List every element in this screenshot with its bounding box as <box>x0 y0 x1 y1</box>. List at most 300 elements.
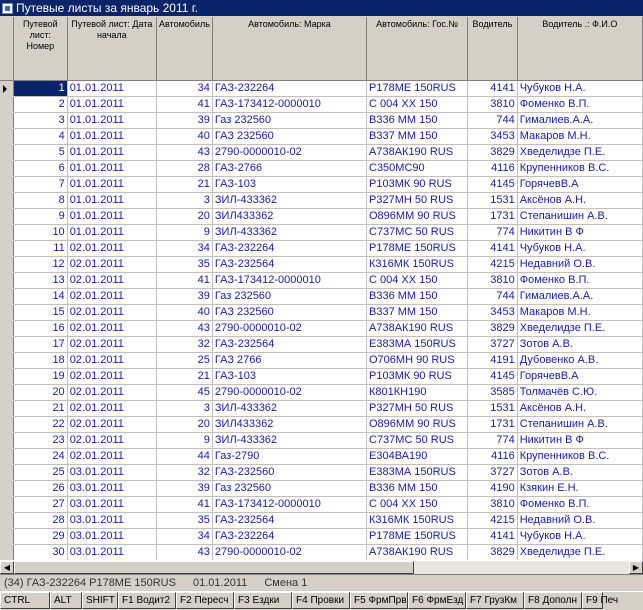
cell-number[interactable]: 26 <box>13 481 67 497</box>
cell-driver[interactable]: 774 <box>468 433 518 449</box>
cell-driver-name[interactable]: Гималиев.А.А. <box>517 289 642 305</box>
cell-plate[interactable]: К801КН190 <box>367 385 468 401</box>
cell-plate[interactable]: Р103МК 90 RUS <box>367 177 468 193</box>
cell-number[interactable]: 17 <box>13 337 67 353</box>
cell-plate[interactable]: Р178МЕ 150RUS <box>367 81 468 97</box>
cell-plate[interactable]: В336 ММ 150 <box>367 481 468 497</box>
row-indicator[interactable] <box>0 273 13 289</box>
cell-driver[interactable]: 3810 <box>468 497 518 513</box>
cell-model[interactable]: ЗИЛ-433362 <box>212 401 366 417</box>
cell-driver[interactable]: 4215 <box>468 257 518 273</box>
cell-driver[interactable]: 4141 <box>468 241 518 257</box>
header-indicator <box>0 17 13 81</box>
cell-date[interactable]: 01.01.2011 <box>67 145 156 161</box>
cell-driver-name[interactable]: ГорячевВ.А <box>517 369 642 385</box>
row-indicator[interactable] <box>0 385 13 401</box>
cell-driver-name[interactable]: Недавний О.В. <box>517 513 642 529</box>
cell-date[interactable]: 01.01.2011 <box>67 97 156 113</box>
cell-date[interactable]: 02.01.2011 <box>67 417 156 433</box>
cell-number[interactable]: 3 <box>13 113 67 129</box>
row-indicator[interactable] <box>0 369 13 385</box>
cell-driver-name[interactable]: Недавний О.В. <box>517 257 642 273</box>
cell-vehicle[interactable]: 39 <box>156 481 212 497</box>
table-row[interactable] <box>0 481 643 497</box>
cell-model[interactable]: ГАЗ-232564 <box>212 257 366 273</box>
cell-date[interactable]: 03.01.2011 <box>67 497 156 513</box>
cell-vehicle[interactable]: 9 <box>156 225 212 241</box>
app-icon <box>2 3 13 14</box>
cell-vehicle[interactable]: 41 <box>156 497 212 513</box>
cell-vehicle[interactable]: 32 <box>156 337 212 353</box>
cell-plate[interactable]: Р327МН 50 RUS <box>367 193 468 209</box>
cell-date[interactable]: 01.01.2011 <box>67 177 156 193</box>
cell-driver[interactable]: 3810 <box>468 273 518 289</box>
window-titlebar[interactable] <box>0 0 643 16</box>
row-indicator[interactable] <box>0 289 13 305</box>
cell-number[interactable]: 9 <box>13 209 67 225</box>
waybill-grid[interactable] <box>0 17 643 573</box>
cell-driver-name[interactable]: Фоменко В.П. <box>517 273 642 289</box>
cell-driver-name[interactable]: Хведелидзе П.Е. <box>517 545 642 561</box>
cell-driver[interactable]: 3727 <box>468 465 518 481</box>
cell-vehicle[interactable]: 35 <box>156 257 212 273</box>
table-row[interactable] <box>0 369 643 385</box>
cell-model[interactable]: ГАЗ-103 <box>212 369 366 385</box>
cell-number[interactable]: 5 <box>13 145 67 161</box>
table-row[interactable] <box>0 417 643 433</box>
cell-vehicle[interactable]: 21 <box>156 177 212 193</box>
cell-date[interactable]: 01.01.2011 <box>67 161 156 177</box>
table-row[interactable] <box>0 385 643 401</box>
fkey-f9[interactable]: F9 Печ <box>582 592 603 609</box>
cell-driver[interactable]: 1731 <box>468 417 518 433</box>
cell-plate[interactable]: Р103МК 90 RUS <box>367 369 468 385</box>
column-header-vehicle[interactable]: Автомобиль <box>156 17 212 81</box>
cell-driver-name[interactable]: Макаров М.Н. <box>517 305 642 321</box>
row-indicator[interactable] <box>0 353 13 369</box>
fkey-alt[interactable]: ALT <box>50 592 82 609</box>
cell-driver-name[interactable]: Зотов А.В. <box>517 337 642 353</box>
cell-model[interactable]: ГАЗ 232560 <box>212 129 366 145</box>
cell-model[interactable]: Газ-2790 <box>212 449 366 465</box>
cell-plate[interactable]: В336 ММ 150 <box>367 113 468 129</box>
column-header-driver-name[interactable]: Водитель .: Ф.И.О <box>517 17 642 81</box>
cell-vehicle[interactable]: 25 <box>156 353 212 369</box>
row-indicator[interactable] <box>0 417 13 433</box>
cell-number[interactable]: 10 <box>13 225 67 241</box>
cell-model[interactable]: ГАЗ-232264 <box>212 529 366 545</box>
row-indicator[interactable] <box>0 161 13 177</box>
row-indicator[interactable] <box>0 433 13 449</box>
table-row[interactable] <box>0 449 643 465</box>
table-row[interactable] <box>0 337 643 353</box>
row-indicator[interactable] <box>0 241 13 257</box>
cell-driver-name[interactable]: Степанишин А.В. <box>517 209 642 225</box>
cell-vehicle[interactable]: 34 <box>156 529 212 545</box>
row-indicator[interactable] <box>0 225 13 241</box>
row-indicator[interactable] <box>0 449 13 465</box>
cell-vehicle[interactable]: 34 <box>156 241 212 257</box>
cell-model[interactable]: 2790-0000010-02 <box>212 545 366 561</box>
cell-driver[interactable]: 3727 <box>468 337 518 353</box>
cell-number[interactable]: 6 <box>13 161 67 177</box>
table-row[interactable] <box>0 497 643 513</box>
cell-model[interactable]: ЗИЛ-433362 <box>212 225 366 241</box>
cell-driver-name[interactable]: Зотов А.В. <box>517 465 642 481</box>
cell-driver-name[interactable]: Кзякин Е.Н. <box>517 481 642 497</box>
table-row[interactable] <box>0 305 643 321</box>
cell-model[interactable]: ЗИЛ433362 <box>212 209 366 225</box>
row-indicator[interactable] <box>0 97 13 113</box>
cell-driver[interactable]: 4215 <box>468 513 518 529</box>
cell-date[interactable]: 01.01.2011 <box>67 129 156 145</box>
cell-model[interactable]: ГАЗ-232564 <box>212 513 366 529</box>
cell-driver-name[interactable]: Хведелидзе П.Е. <box>517 321 642 337</box>
cell-driver[interactable]: 3829 <box>468 321 518 337</box>
cell-driver[interactable]: 4191 <box>468 353 518 369</box>
cell-vehicle[interactable]: 20 <box>156 209 212 225</box>
cell-model[interactable]: 2790-0000010-02 <box>212 145 366 161</box>
cell-date[interactable]: 03.01.2011 <box>67 465 156 481</box>
cell-number[interactable]: 21 <box>13 401 67 417</box>
table-row[interactable] <box>0 401 643 417</box>
current-row-arrow-icon <box>3 85 7 93</box>
cell-plate[interactable]: Е383МА 150RUS <box>367 337 468 353</box>
cell-model[interactable]: ГАЗ-232264 <box>212 81 366 97</box>
cell-number[interactable]: 14 <box>13 289 67 305</box>
cell-plate[interactable]: Р178МЕ 150RUS <box>367 241 468 257</box>
table-row[interactable] <box>0 177 643 193</box>
cell-driver[interactable]: 4141 <box>468 529 518 545</box>
status-shift: Смена 1 <box>264 577 308 589</box>
cell-plate[interactable]: А738АК190 RUS <box>367 321 468 337</box>
cell-model[interactable]: Газ 232560 <box>212 113 366 129</box>
cell-number[interactable]: 4 <box>13 129 67 145</box>
cell-vehicle[interactable]: 21 <box>156 369 212 385</box>
cell-plate[interactable]: О896ММ 90 RUS <box>367 417 468 433</box>
cell-driver-name[interactable]: Фоменко В.П. <box>517 497 642 513</box>
cell-driver[interactable]: 4145 <box>468 369 518 385</box>
table-row[interactable] <box>0 145 643 161</box>
row-indicator[interactable] <box>0 177 13 193</box>
row-indicator[interactable] <box>0 129 13 145</box>
row-indicator[interactable] <box>0 145 13 161</box>
cell-vehicle[interactable]: 32 <box>156 465 212 481</box>
cell-model[interactable]: ГАЗ-103 <box>212 177 366 193</box>
cell-number[interactable]: 1 <box>13 81 67 97</box>
cell-date[interactable]: 02.01.2011 <box>67 321 156 337</box>
table-row[interactable] <box>0 353 643 369</box>
table-row[interactable] <box>0 289 643 305</box>
row-indicator[interactable] <box>0 113 13 129</box>
cell-plate[interactable]: Р178МЕ 150RUS <box>367 529 468 545</box>
column-header-number[interactable]: Путевой лист: Номер <box>13 17 67 81</box>
cell-number[interactable]: 12 <box>13 257 67 273</box>
table-row[interactable] <box>0 161 643 177</box>
cell-driver[interactable]: 4190 <box>468 481 518 497</box>
cell-date[interactable]: 03.01.2011 <box>67 513 156 529</box>
cell-plate[interactable]: В336 ММ 150 <box>367 289 468 305</box>
cell-plate[interactable]: Е383МА 150RUS <box>367 465 468 481</box>
cell-number[interactable]: 22 <box>13 417 67 433</box>
cell-driver-name[interactable]: ГорячевВ.А <box>517 177 642 193</box>
cell-plate[interactable]: С737МС 50 RUS <box>367 433 468 449</box>
cell-driver-name[interactable]: Чубуков Н.А. <box>517 81 642 97</box>
cell-vehicle[interactable]: 43 <box>156 545 212 561</box>
cell-driver-name[interactable]: Никитин В Ф <box>517 433 642 449</box>
cell-driver[interactable]: 774 <box>468 225 518 241</box>
cell-number[interactable]: 28 <box>13 513 67 529</box>
cell-date[interactable]: 03.01.2011 <box>67 481 156 497</box>
row-indicator[interactable] <box>0 81 13 97</box>
row-indicator[interactable] <box>0 497 13 513</box>
cell-driver-name[interactable]: Никитин В Ф <box>517 225 642 241</box>
column-header-plate[interactable]: Автомобиль: Гос.№ <box>367 17 468 81</box>
cell-driver[interactable]: 4116 <box>468 449 518 465</box>
horizontal-scrollbar[interactable] <box>0 560 643 575</box>
cell-plate[interactable]: К316МК 150RUS <box>367 257 468 273</box>
cell-model[interactable]: 2790-0000010-02 <box>212 385 366 401</box>
cell-model[interactable]: ГАЗ-232560 <box>212 465 366 481</box>
cell-date[interactable]: 02.01.2011 <box>67 353 156 369</box>
cell-date[interactable]: 02.01.2011 <box>67 241 156 257</box>
table-row[interactable] <box>0 209 643 225</box>
cell-number[interactable]: 2 <box>13 97 67 113</box>
cell-number[interactable]: 24 <box>13 449 67 465</box>
row-indicator[interactable] <box>0 305 13 321</box>
cell-plate[interactable]: К316МК 150RUS <box>367 513 468 529</box>
cell-driver-name[interactable]: Хведелидзе П.Е. <box>517 145 642 161</box>
cell-plate[interactable]: А738АК190 RUS <box>367 145 468 161</box>
cell-vehicle[interactable]: 40 <box>156 305 212 321</box>
cell-vehicle[interactable]: 43 <box>156 145 212 161</box>
row-indicator[interactable] <box>0 465 13 481</box>
row-indicator[interactable] <box>0 529 13 545</box>
cell-driver[interactable]: 3810 <box>468 97 518 113</box>
cell-driver[interactable]: 4116 <box>468 161 518 177</box>
cell-date[interactable]: 01.01.2011 <box>67 81 156 97</box>
table-row[interactable] <box>0 513 643 529</box>
cell-model[interactable]: ЗИЛ-433362 <box>212 193 366 209</box>
table-row[interactable] <box>0 465 643 481</box>
cell-plate[interactable]: Е304ВА190 <box>367 449 468 465</box>
cell-number[interactable]: 7 <box>13 177 67 193</box>
cell-model[interactable]: Газ 232560 <box>212 481 366 497</box>
table-row[interactable] <box>0 81 643 97</box>
cell-model[interactable]: ГАЗ 232560 <box>212 305 366 321</box>
row-indicator[interactable] <box>0 193 13 209</box>
cell-plate[interactable]: Р327МН 50 RUS <box>367 401 468 417</box>
cell-model[interactable]: ГАЗ-232264 <box>212 241 366 257</box>
cell-model[interactable]: ЗИЛ433362 <box>212 417 366 433</box>
cell-driver-name[interactable]: Степанишин А.В. <box>517 417 642 433</box>
table-row[interactable] <box>0 225 643 241</box>
cell-plate[interactable]: С350МС90 <box>367 161 468 177</box>
row-indicator[interactable] <box>0 337 13 353</box>
cell-date[interactable]: 02.01.2011 <box>67 433 156 449</box>
cell-driver-name[interactable]: Крупенников В.С. <box>517 449 642 465</box>
cell-number[interactable]: 23 <box>13 433 67 449</box>
cell-number[interactable]: 19 <box>13 369 67 385</box>
cell-date[interactable]: 02.01.2011 <box>67 257 156 273</box>
row-indicator[interactable] <box>0 257 13 273</box>
table-row[interactable] <box>0 97 643 113</box>
cell-plate[interactable]: С 004 ХХ 150 <box>367 273 468 289</box>
cell-vehicle[interactable]: 39 <box>156 113 212 129</box>
cell-model[interactable]: 2790-0000010-02 <box>212 321 366 337</box>
table-row[interactable] <box>0 529 643 545</box>
cell-vehicle[interactable]: 9 <box>156 433 212 449</box>
cell-vehicle[interactable]: 34 <box>156 81 212 97</box>
cell-model[interactable]: ГАЗ 2766 <box>212 353 366 369</box>
cell-plate[interactable]: А738АК190 RUS <box>367 545 468 561</box>
cell-driver-name[interactable]: Крупенников В.С. <box>517 161 642 177</box>
cell-vehicle[interactable]: 20 <box>156 417 212 433</box>
cell-model[interactable]: ГАЗ-173412-0000010 <box>212 97 366 113</box>
cell-plate[interactable]: В337 ММ 150 <box>367 305 468 321</box>
cell-driver[interactable]: 1731 <box>468 209 518 225</box>
cell-plate[interactable]: С 004 ХХ 150 <box>367 497 468 513</box>
fkey-shift[interactable]: SHIFT <box>82 592 118 609</box>
cell-date[interactable]: 02.01.2011 <box>67 289 156 305</box>
cell-vehicle[interactable]: 41 <box>156 273 212 289</box>
cell-vehicle[interactable]: 28 <box>156 161 212 177</box>
table-row[interactable] <box>0 273 643 289</box>
cell-vehicle[interactable]: 3 <box>156 401 212 417</box>
cell-driver[interactable]: 744 <box>468 289 518 305</box>
cell-plate[interactable]: О706МН 90 RUS <box>367 353 468 369</box>
fkey-f8[interactable]: F8 Дополн <box>524 592 582 609</box>
cell-driver[interactable]: 1531 <box>468 193 518 209</box>
fkey-f6[interactable]: F6 ФрмЕзд <box>408 592 466 609</box>
scroll-thumb[interactable] <box>14 561 414 574</box>
cell-date[interactable]: 01.01.2011 <box>67 209 156 225</box>
row-indicator[interactable] <box>0 401 13 417</box>
cell-number[interactable]: 29 <box>13 529 67 545</box>
cell-driver-name[interactable]: Чубуков Н.А. <box>517 241 642 257</box>
cell-plate[interactable]: С737МС 50 RUS <box>367 225 468 241</box>
table-row[interactable] <box>0 129 643 145</box>
cell-number[interactable]: 11 <box>13 241 67 257</box>
row-indicator[interactable] <box>0 481 13 497</box>
cell-date[interactable]: 03.01.2011 <box>67 529 156 545</box>
cell-driver-name[interactable]: Гималиев.А.А. <box>517 113 642 129</box>
cell-vehicle[interactable]: 44 <box>156 449 212 465</box>
cell-vehicle[interactable]: 45 <box>156 385 212 401</box>
column-header-date[interactable]: Путевой лист: Дата начала <box>67 17 156 81</box>
scroll-right-icon[interactable]: ▶ <box>629 561 643 574</box>
cell-driver-name[interactable]: Аксёнов А.Н. <box>517 401 642 417</box>
cell-number[interactable]: 20 <box>13 385 67 401</box>
fkey-f7[interactable]: F7 ГрузКм <box>466 592 524 609</box>
cell-driver[interactable]: 3453 <box>468 305 518 321</box>
fkey-f4[interactable]: F4 Провки <box>292 592 350 609</box>
table-row[interactable] <box>0 545 643 561</box>
cell-number[interactable]: 30 <box>13 545 67 561</box>
cell-vehicle[interactable]: 41 <box>156 97 212 113</box>
cell-driver-name[interactable]: Аксёнов А.Н. <box>517 193 642 209</box>
cell-driver[interactable]: 744 <box>468 113 518 129</box>
cell-number[interactable]: 27 <box>13 497 67 513</box>
scroll-left-icon[interactable]: ◀ <box>0 561 14 574</box>
cell-driver-name[interactable]: Чубуков Н.А. <box>517 529 642 545</box>
fkey-ctrl[interactable]: CTRL <box>0 592 50 609</box>
cell-model[interactable]: ГАЗ-173412-0000010 <box>212 273 366 289</box>
row-indicator[interactable] <box>0 545 13 561</box>
cell-model[interactable]: ЗИЛ-433362 <box>212 433 366 449</box>
fkey-f3[interactable]: F3 Ездки <box>234 592 292 609</box>
cell-driver[interactable]: 3453 <box>468 129 518 145</box>
cell-driver[interactable]: 1531 <box>468 401 518 417</box>
cell-plate[interactable]: С 004 ХХ 150 <box>367 97 468 113</box>
cell-date[interactable]: 01.01.2011 <box>67 193 156 209</box>
cell-number[interactable]: 8 <box>13 193 67 209</box>
table-row[interactable] <box>0 321 643 337</box>
row-indicator[interactable] <box>0 321 13 337</box>
cell-driver-name[interactable]: Макаров М.Н. <box>517 129 642 145</box>
cell-vehicle[interactable]: 40 <box>156 129 212 145</box>
cell-driver[interactable]: 3585 <box>468 385 518 401</box>
cell-model[interactable]: ГАЗ-2766 <box>212 161 366 177</box>
column-header-driver[interactable]: Водитель <box>468 17 518 81</box>
cell-plate[interactable]: О896ММ 90 RUS <box>367 209 468 225</box>
cell-number[interactable]: 15 <box>13 305 67 321</box>
fkey-f2[interactable]: F2 Пересч <box>176 592 234 609</box>
cell-driver[interactable]: 3829 <box>468 145 518 161</box>
table-row[interactable] <box>0 193 643 209</box>
table-row[interactable] <box>0 257 643 273</box>
table-row[interactable] <box>0 433 643 449</box>
cell-driver-name[interactable]: Дубовенко А.В. <box>517 353 642 369</box>
cell-date[interactable]: 02.01.2011 <box>67 273 156 289</box>
cell-driver-name[interactable]: Фоменко В.П. <box>517 97 642 113</box>
cell-model[interactable]: ГАЗ-232564 <box>212 337 366 353</box>
cell-number[interactable]: 18 <box>13 353 67 369</box>
cell-date[interactable]: 03.01.2011 <box>67 545 156 561</box>
cell-number[interactable]: 13 <box>13 273 67 289</box>
status-date: 01.01.2011 <box>193 577 248 589</box>
cell-model[interactable]: Газ 232560 <box>212 289 366 305</box>
row-indicator[interactable] <box>0 513 13 529</box>
fkey-f5[interactable]: F5 ФрмПрв <box>350 592 408 609</box>
table-row[interactable] <box>0 113 643 129</box>
cell-driver[interactable]: 4145 <box>468 177 518 193</box>
cell-date[interactable]: 02.01.2011 <box>67 337 156 353</box>
cell-number[interactable]: 25 <box>13 465 67 481</box>
cell-date[interactable]: 01.01.2011 <box>67 225 156 241</box>
cell-driver-name[interactable]: Толмачёв С.Ю. <box>517 385 642 401</box>
cell-date[interactable]: 02.01.2011 <box>67 385 156 401</box>
cell-date[interactable]: 02.01.2011 <box>67 401 156 417</box>
cell-date[interactable]: 02.01.2011 <box>67 305 156 321</box>
cell-vehicle[interactable]: 3 <box>156 193 212 209</box>
row-indicator[interactable] <box>0 209 13 225</box>
cell-date[interactable]: 02.01.2011 <box>67 369 156 385</box>
column-header-model[interactable]: Автомобиль: Марка <box>212 17 366 81</box>
cell-vehicle[interactable]: 35 <box>156 513 212 529</box>
cell-date[interactable]: 01.01.2011 <box>67 113 156 129</box>
cell-vehicle[interactable]: 39 <box>156 289 212 305</box>
cell-number[interactable]: 16 <box>13 321 67 337</box>
cell-driver[interactable]: 3829 <box>468 545 518 561</box>
cell-vehicle[interactable]: 43 <box>156 321 212 337</box>
cell-driver[interactable]: 4141 <box>468 81 518 97</box>
cell-model[interactable]: ГАЗ-173412-0000010 <box>212 497 366 513</box>
table-row[interactable] <box>0 241 643 257</box>
cell-date[interactable]: 02.01.2011 <box>67 449 156 465</box>
fkey-f1[interactable]: F1 Водит2 <box>118 592 176 609</box>
cell-plate[interactable]: В337 ММ 150 <box>367 129 468 145</box>
